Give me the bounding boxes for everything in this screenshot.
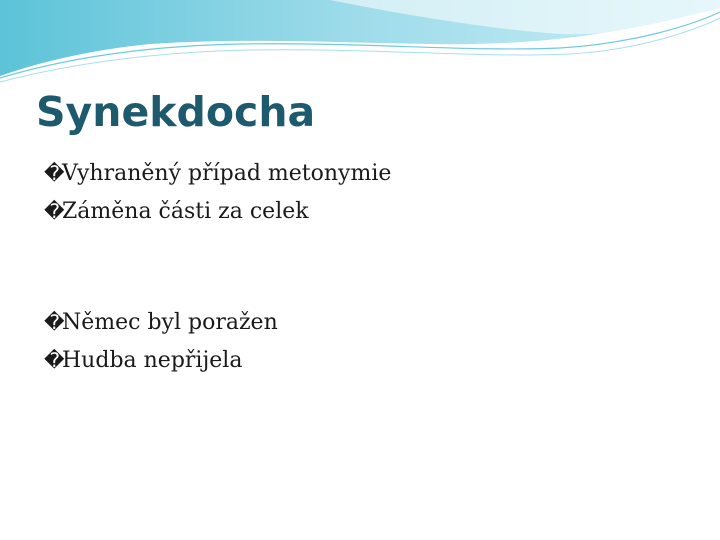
bullet-icon: � — [44, 199, 65, 223]
bullet-item — [44, 345, 684, 383]
bullet-item — [44, 307, 684, 345]
bullet-list — [44, 158, 684, 383]
bullet-text: Vyhraněný případ metonymie — [62, 161, 392, 186]
header-wave-decoration — [0, 0, 720, 90]
bullet-text: Hudba nepřijela — [62, 348, 243, 373]
bullet-item — [44, 196, 684, 234]
bullet-text: Záměna části za celek — [62, 199, 309, 224]
bullet-icon: � — [44, 161, 65, 185]
bullet-icon: � — [44, 348, 65, 372]
bullet-text: Němec byl poražen — [62, 310, 278, 335]
slide-title: Synekdocha — [36, 88, 316, 136]
bullet-item — [44, 158, 684, 196]
bullet-icon: � — [44, 310, 65, 334]
